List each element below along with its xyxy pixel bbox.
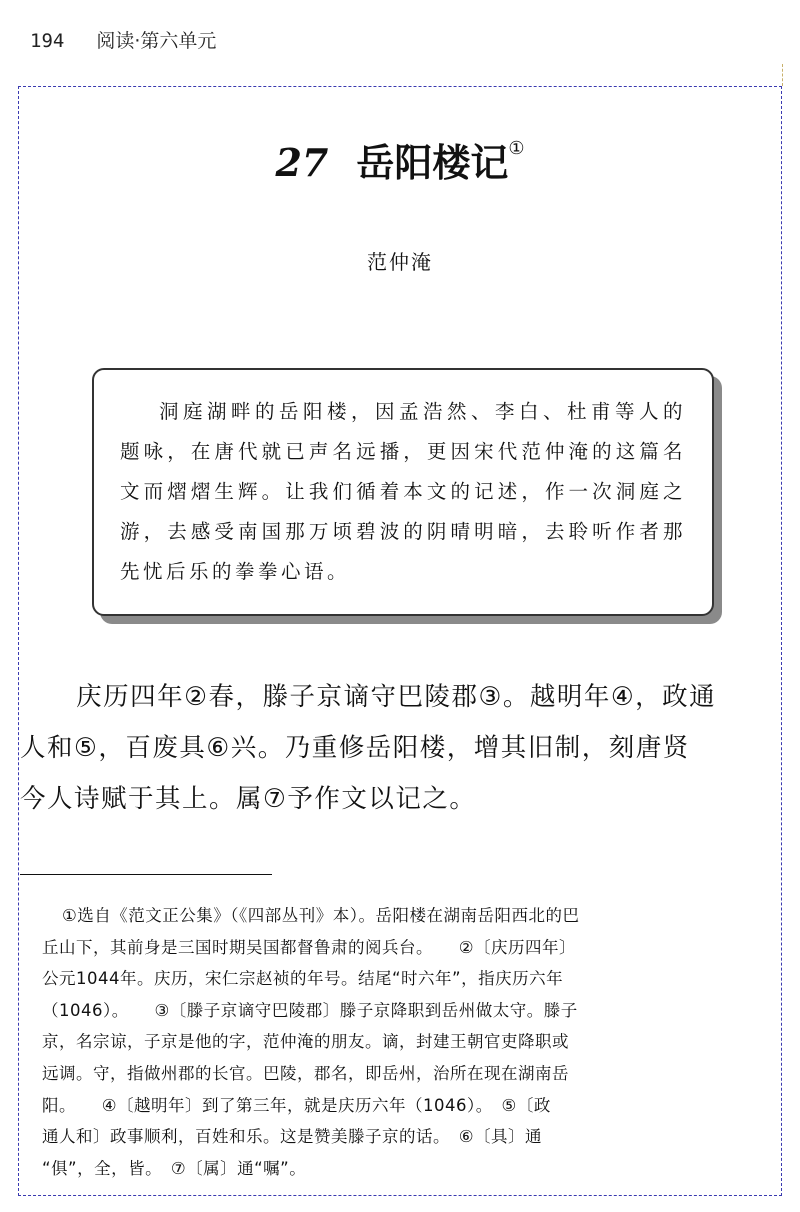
main-text-line: 人和⑤，百废具⑥兴。乃重修岳阳楼，增其旧制，刻唐贤 (20, 733, 690, 763)
title-footnote-marker: ① (508, 138, 525, 159)
footnote-line: 阳。 ④〔越明年〕到了第三年，就是庆历六年（1046）。 ⑤〔政 (42, 1095, 551, 1115)
footnote-line: 通人和〕政事顺利，百姓和乐。这是赞美滕子京的话。 ⑥〔具〕通 (42, 1127, 543, 1147)
page-header (30, 26, 216, 53)
lesson-title (0, 132, 800, 187)
footnote-divider (20, 874, 272, 875)
main-text-line: 庆历四年②春，滕子京谪守巴陵郡③。越明年④，政通 (76, 682, 717, 712)
lesson-title-text: 岳阳楼记 (356, 141, 509, 185)
author-name: 范仲淹 (367, 250, 433, 274)
main-text-line: 今人诗赋于其上。属⑦予作文以记之。 (20, 784, 477, 814)
page-number: 194 (30, 30, 65, 52)
main-text (20, 672, 788, 825)
intro-text: 洞庭湖畔的岳阳楼，因孟浩然、李白、杜甫等人的题咏，在唐代就已声名远播，更因宋代范仲淹的这篇名文而熠熠生辉。让我们循着本文的记述，作一次洞庭之游，去感受南国那万顷碧波的阴晴明暗，去聆听作者那先忧后乐的拳拳心语。 (120, 400, 686, 583)
footnote-line: 远调。守，指做州郡的长官。巴陵，郡名，即岳州，治所在现在湖南岳 (42, 1063, 569, 1083)
footnotes (42, 900, 784, 1184)
footnote-line: “俱”，全，皆。 ⑦〔属〕通“嘱”。 (42, 1158, 307, 1178)
footnote-line: ①选自《范文正公集》（《四部丛刊》本）。岳阳楼在湖南岳阳西北的巴 (62, 906, 580, 925)
footnote-line: 京，名宗谅，子京是他的字，范仲淹的朋友。谪，封建王朝官吏降职或 (42, 1032, 569, 1052)
intro-box (92, 368, 714, 616)
section-label: 阅读·第六单元 (96, 30, 217, 52)
lesson-number: 27 (275, 140, 329, 185)
footnote-line: （1046）。 ③〔滕子京谪守巴陵郡〕滕子京降职到岳州做太守。滕子 (42, 1000, 578, 1020)
footnote-line: 公元1044年。庆历，宋仁宗赵祯的年号。结尾“时六年”，指庆历六年 (42, 969, 564, 989)
footnote-line: 丘山下，其前身是三国时期吴国都督鲁肃的阅兵台。 ②〔庆历四年〕 (42, 937, 577, 957)
frame-corner-mark (770, 64, 783, 86)
